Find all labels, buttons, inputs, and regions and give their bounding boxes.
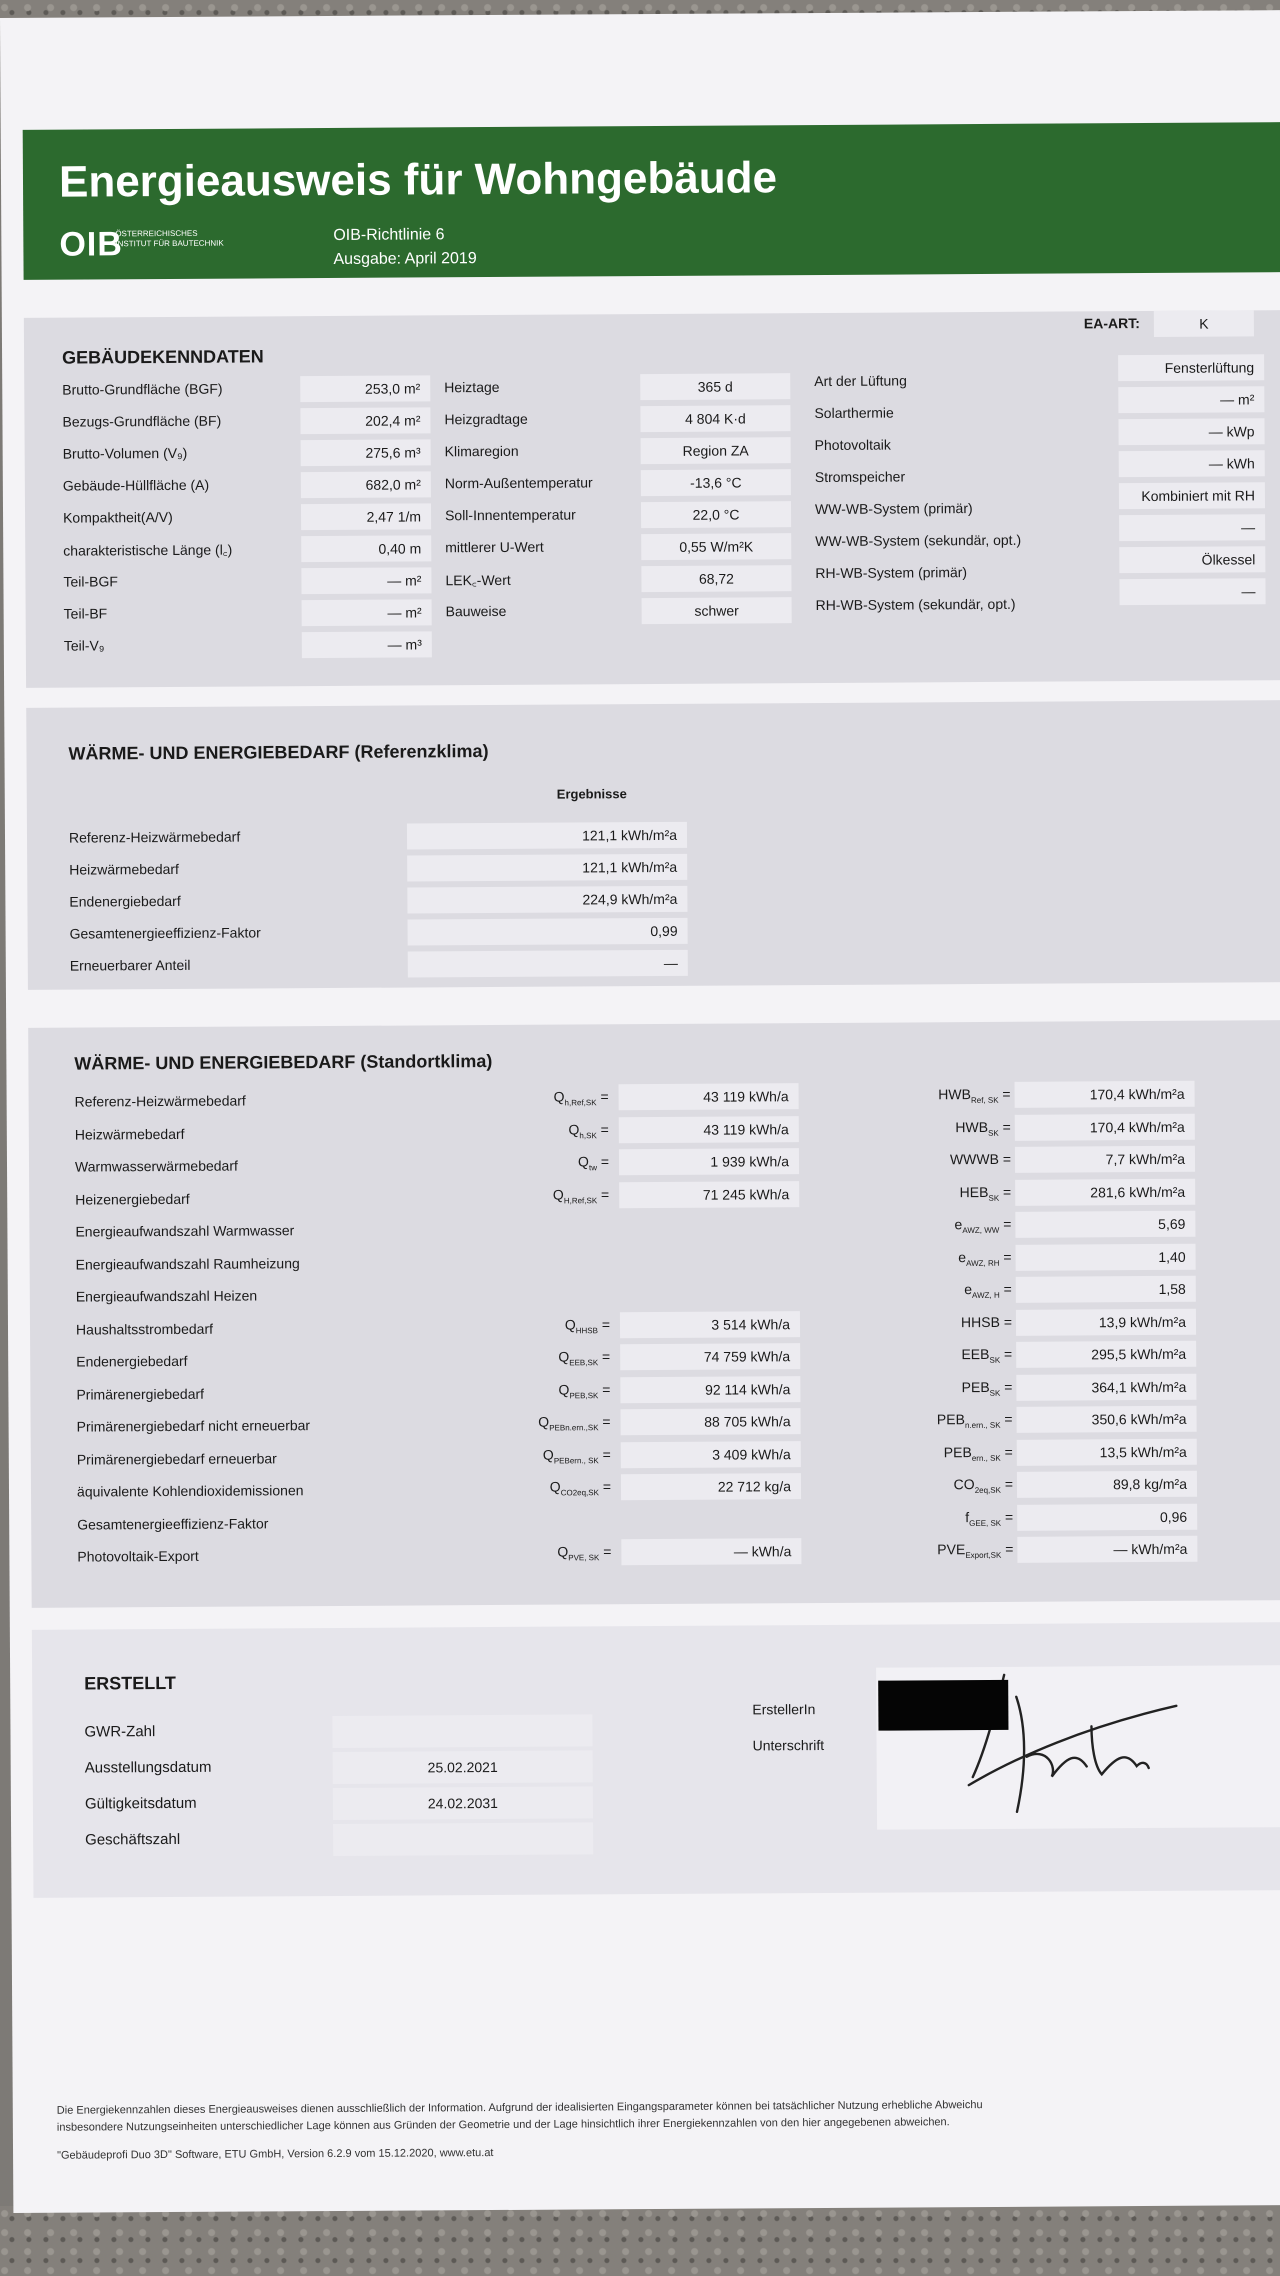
- site-row-symbol-specific-symbol: EEB: [961, 1345, 990, 1363]
- site-row-symbol-specific-subscript: GEE, SK: [969, 1518, 1002, 1528]
- site-row-value-total: 92 114 kWh/a: [620, 1376, 800, 1403]
- site-row-symbol-total: [411, 1413, 611, 1433]
- site-row-label: Primärenergiebedarf nicht erneuerbar: [76, 1417, 311, 1435]
- site-row-symbol-specific-equals: =: [999, 1248, 1012, 1265]
- reference-row-value: —: [408, 950, 688, 978]
- ea-art-value: K: [1154, 310, 1254, 337]
- system-attr-label: Photovoltaik: [814, 436, 891, 454]
- reference-row-value: 121,1 kWh/m²a: [407, 854, 687, 882]
- software-credit: "Gebäudeprofi Duo 3D" Software, ETU GmbH, Version 6.2.9 vom 15.12.2020, www.etu.at: [57, 2147, 494, 2162]
- site-row-symbol-specific: [831, 1411, 1013, 1431]
- site-row-symbol-specific: [831, 1541, 1013, 1561]
- site-row-symbol-specific-equals: =: [998, 1085, 1011, 1102]
- site-row-symbol-total-symbol: Q: [577, 1153, 589, 1170]
- disclaimer-note: [57, 2095, 1280, 2137]
- system-attr-label: WW-WB-System (primär): [814, 500, 973, 518]
- site-row-symbol-total-subscript: EEB,SK: [569, 1358, 599, 1368]
- site-row-label: Endenergiebedarf: [76, 1352, 188, 1370]
- site-row-symbol-specific: [829, 1086, 1011, 1106]
- building-attr-label: Teil-BF: [63, 605, 108, 622]
- site-row-symbol-specific-subscript: Ref, SK: [970, 1095, 999, 1105]
- issued-field-value: [333, 1822, 593, 1856]
- site-row-symbol-specific-equals: =: [999, 1313, 1013, 1330]
- building-attr-label: Gebäude-Hüllfläche (A): [62, 476, 210, 494]
- site-row-symbol-total-equals: =: [596, 1153, 610, 1170]
- site-row-label: Referenz-Heizwärmebedarf: [74, 1092, 246, 1110]
- site-row-symbol-total: [409, 1153, 609, 1173]
- results-header: Ergebnisse: [556, 786, 627, 802]
- site-row-symbol-specific-equals: =: [1001, 1540, 1014, 1557]
- site-row-symbol-specific-equals: =: [999, 1183, 1012, 1200]
- issued-field-value: [332, 1714, 592, 1748]
- site-row-symbol-specific: [831, 1508, 1013, 1528]
- site-row-value-specific: 13,9 kWh/m²a: [1016, 1308, 1196, 1335]
- site-row-label: Primärenergiebedarf: [76, 1385, 205, 1403]
- climate-attr-value: Region ZA: [641, 437, 791, 464]
- site-row-symbol-total-symbol: Q: [538, 1413, 550, 1430]
- climate-attr-value: schwer: [642, 597, 792, 624]
- site-row-symbol-specific-subscript: n.ern., SK: [964, 1420, 1001, 1430]
- climate-attr-label: Heiztage: [444, 378, 500, 396]
- system-attr-value: — m²: [1118, 386, 1264, 413]
- building-attr-label: Kompaktheit(A/V): [63, 508, 173, 526]
- site-row-symbol-specific-symbol: HHSB: [960, 1313, 1000, 1330]
- site-row-value-total: 71 245 kWh/a: [619, 1181, 799, 1208]
- site-row-symbol-total-equals: =: [599, 1543, 612, 1560]
- site-row-symbol-specific-symbol: CO: [953, 1476, 975, 1493]
- disclaimer-line-1: Die Energiekennzahlen dieses Energieausweises dienen ausschließlich der Information. Aufgrund der idealisierten Eingangsparameter können bei tatsächlicher Nutzung erhebliche Abweichu: [56, 2099, 983, 2117]
- site-row-value-total: 43 119 kWh/a: [619, 1116, 799, 1143]
- system-attr-value: —: [1119, 514, 1265, 541]
- site-row-value-specific: 281,6 kWh/m²a: [1015, 1178, 1195, 1205]
- climate-attr-label: Heizgradtage: [444, 410, 528, 428]
- site-row-symbol-total-subscript: PEB,SK: [569, 1390, 599, 1400]
- issued-field-label: GWR-Zahl: [84, 1723, 156, 1741]
- system-attr-label: Stromspeicher: [814, 468, 906, 486]
- issued-field-value: 24.02.2031: [333, 1786, 593, 1820]
- building-attr-value: 202,4 m²: [300, 407, 430, 434]
- site-row-symbol-total-equals: =: [598, 1380, 611, 1397]
- system-attr-value: — kWp: [1118, 418, 1264, 445]
- reference-row-label: Referenz-Heizwärmebedarf: [68, 828, 241, 846]
- climate-attr-label: Bauweise: [445, 602, 507, 620]
- site-row-value-total: 1 939 kWh/a: [619, 1148, 799, 1175]
- system-attr-value: —: [1119, 578, 1265, 605]
- site-row-symbol-specific-subscript: SK: [989, 1355, 1001, 1365]
- oib-logo: OIB: [59, 225, 123, 264]
- building-attr-value: 0,40 m: [301, 535, 431, 562]
- building-attr-label: charakteristische Länge (l꜀): [63, 541, 233, 559]
- reference-row-label: Endenergiebedarf: [69, 892, 181, 910]
- site-row-symbol-specific: [831, 1443, 1013, 1463]
- climate-attr-value: 68,72: [641, 565, 791, 592]
- site-row-value-specific: 89,8 kg/m²a: [1017, 1471, 1197, 1498]
- site-row-label: Haushaltsstrombedarf: [75, 1320, 214, 1338]
- site-row-symbol-total: [411, 1446, 611, 1466]
- site-row-value-specific: 7,7 kWh/m²a: [1015, 1146, 1195, 1173]
- redacted-creator: [878, 1680, 1008, 1731]
- site-row-symbol-specific-subscript: SK: [988, 1193, 1000, 1203]
- issued-field-label: Geschäftszahl: [85, 1830, 181, 1849]
- building-attr-value: 253,0 m²: [300, 375, 430, 402]
- site-row-label: Warmwasserwärmebedarf: [74, 1157, 238, 1175]
- guideline-info: [333, 223, 477, 272]
- site-row-symbol-total-symbol: Q: [564, 1316, 576, 1333]
- site-row-symbol-specific: [830, 1346, 1012, 1366]
- site-row-label: Photovoltaik-Export: [77, 1547, 199, 1565]
- certificate-sheet: [0, 10, 1280, 2213]
- site-row-symbol-specific-symbol: WWWB: [949, 1150, 999, 1168]
- creator-label: ErstellerIn: [752, 1701, 816, 1718]
- site-row-symbol-specific-symbol: HWB: [938, 1086, 971, 1103]
- climate-attr-label: Norm-Außentemperatur: [444, 474, 593, 492]
- site-row-symbol-total: [411, 1543, 611, 1563]
- site-row-symbol-specific-subscript: SK: [988, 1128, 999, 1138]
- guideline-name: OIB-Richtlinie 6: [333, 226, 445, 244]
- site-row-symbol-total-symbol: Q: [542, 1446, 554, 1463]
- site-row-value-total: 88 705 kWh/a: [621, 1408, 801, 1435]
- site-row-symbol-total-symbol: Q: [568, 1120, 580, 1138]
- site-row-symbol-specific-symbol: PEB: [943, 1443, 972, 1460]
- system-attr-value: Fensterlüftung: [1118, 354, 1264, 381]
- site-row-symbol-specific: [830, 1313, 1012, 1333]
- site-row-symbol-specific: [831, 1476, 1013, 1496]
- site-row-symbol-specific-symbol: f: [965, 1508, 970, 1525]
- system-attr-value: Ölkessel: [1119, 546, 1265, 573]
- system-attr-label: Art der Lüftung: [814, 372, 907, 390]
- site-row-symbol-total-symbol: Q: [552, 1186, 564, 1203]
- issued-title: ERSTELLT: [84, 1672, 176, 1694]
- site-row-symbol-total: [411, 1478, 611, 1498]
- site-row-symbol-total: [410, 1348, 610, 1368]
- site-row-value-total: 43 119 kWh/a: [619, 1083, 799, 1110]
- site-row-value-total: — kWh/a: [621, 1538, 801, 1565]
- site-row-symbol-total-subscript: tw: [588, 1163, 597, 1173]
- site-row-value-specific: 0,96: [1017, 1503, 1197, 1530]
- site-row-symbol-total-subscript: PVE, SK: [568, 1553, 600, 1563]
- building-data-title: GEBÄUDEKENNDATEN: [62, 346, 264, 368]
- system-attr-value: — kWh: [1119, 450, 1265, 477]
- building-attr-value: 275,6 m³: [301, 439, 431, 466]
- site-row-symbol-total-equals: =: [598, 1413, 611, 1430]
- site-row-symbol-total-subscript: H,Ref,SK: [563, 1195, 598, 1205]
- site-row-symbol-total-equals: =: [597, 1315, 611, 1332]
- climate-attr-label: mittlerer U-Wert: [445, 538, 544, 556]
- building-attr-value: 682,0 m²: [301, 471, 431, 498]
- building-attr-label: Teil-BGF: [63, 573, 118, 590]
- site-row-symbol-specific-symbol: e: [964, 1281, 973, 1298]
- site-row-symbol-specific-symbol: PEB: [961, 1378, 990, 1395]
- climate-attr-value: -13,6 °C: [641, 469, 791, 496]
- guideline-edition: Ausgabe: April 2019: [333, 250, 477, 268]
- reference-row-value: 224,9 kWh/m²a: [407, 886, 687, 914]
- site-row-label: äquivalente Kohlendioxidemissionen: [76, 1482, 304, 1500]
- site-row-value-specific: 13,5 kWh/m²a: [1017, 1438, 1197, 1465]
- certificate-header: [23, 122, 1280, 280]
- site-row-symbol-total: [410, 1381, 610, 1401]
- site-row-symbol-total: [409, 1186, 609, 1206]
- issued-field-value: 25.02.2021: [333, 1750, 593, 1784]
- issued-field-label: Ausstellungsdatum: [84, 1758, 212, 1777]
- site-row-label: Heizenergiebedarf: [75, 1190, 190, 1208]
- site-row-value-specific: 1,58: [1016, 1276, 1196, 1303]
- site-row-symbol-total-symbol: Q: [557, 1543, 569, 1560]
- site-row-symbol-total-symbol: Q: [549, 1478, 561, 1495]
- site-row-symbol-specific-symbol: e: [954, 1216, 963, 1233]
- site-row-symbol-specific-symbol: HWB: [955, 1118, 989, 1135]
- building-attr-label: Teil-V₉: [63, 637, 105, 654]
- site-row-label: Gesamtenergieeffizienz-Faktor: [77, 1514, 269, 1533]
- site-row-symbol-specific-equals: =: [998, 1150, 1012, 1167]
- site-row-symbol-specific-subscript: SK: [989, 1388, 1001, 1398]
- site-row-symbol-specific: [829, 1151, 1011, 1171]
- climate-attr-label: Soll-Innentemperatur: [444, 506, 576, 524]
- building-attr-value: — m³: [302, 631, 432, 658]
- site-row-symbol-specific: [830, 1281, 1012, 1301]
- climate-attr-label: Klimaregion: [444, 442, 519, 460]
- site-row-symbol-total-equals: =: [598, 1348, 611, 1365]
- site-row-symbol-specific-equals: =: [1000, 1378, 1013, 1395]
- site-row-value-total: 74 759 kWh/a: [620, 1343, 800, 1370]
- site-row-value-total: 3 514 kWh/a: [620, 1311, 800, 1338]
- climate-attr-value: 22,0 °C: [641, 501, 791, 528]
- building-data-panel: [24, 310, 1280, 688]
- reference-row-value: 0,99: [408, 918, 688, 946]
- site-row-symbol-specific: [829, 1118, 1011, 1138]
- site-row-symbol-specific-subscript: AWZ, WW: [962, 1225, 1000, 1235]
- site-row-symbol-total-equals: =: [597, 1185, 610, 1202]
- signature-label: Unterschrift: [752, 1736, 825, 1754]
- site-row-symbol-specific-symbol: HEB: [959, 1183, 989, 1200]
- site-row-symbol-total-subscript: PEBn.ern.,SK: [549, 1423, 599, 1433]
- site-row-symbol-specific-equals: =: [998, 1118, 1011, 1135]
- ea-art-label: EA-ART:: [1083, 315, 1140, 332]
- site-row-symbol-specific-subscript: ern., SK: [971, 1453, 1001, 1463]
- site-row-symbol-specific: [829, 1216, 1011, 1236]
- site-row-symbol-total-subscript: h,SK: [579, 1130, 597, 1140]
- site-row-symbol-total-subscript: HHSB: [575, 1325, 598, 1335]
- site-row-symbol-total-symbol: Q: [558, 1348, 570, 1365]
- site-row-symbol-total-symbol: Q: [558, 1381, 570, 1398]
- site-row-value-specific: 5,69: [1015, 1211, 1195, 1238]
- site-row-symbol-specific-subscript: AWZ, H: [972, 1290, 1000, 1300]
- system-attr-label: RH-WB-System (primär): [815, 564, 968, 582]
- site-row-symbol-specific-symbol: PVE: [937, 1541, 966, 1558]
- reference-row-value: 121,1 kWh/m²a: [407, 822, 687, 850]
- site-row-value-specific: 295,5 kWh/m²a: [1016, 1341, 1196, 1368]
- site-row-symbol-specific-subscript: Export,SK: [965, 1550, 1002, 1560]
- building-attr-label: Brutto-Volumen (V₉): [62, 444, 188, 462]
- system-attr-value: Kombiniert mit RH: [1119, 482, 1265, 509]
- building-attr-label: Brutto-Grundfläche (BGF): [62, 380, 223, 398]
- site-climate-title: WÄRME- UND ENERGIEBEDARF (Standortklima): [74, 1051, 493, 1074]
- site-row-symbol-specific-equals: =: [999, 1215, 1012, 1232]
- site-row-symbol-specific: [830, 1248, 1012, 1268]
- system-attr-label: WW-WB-System (sekundär, opt.): [815, 531, 1022, 550]
- climate-attr-value: 0,55 W/m²K: [641, 533, 791, 560]
- site-row-label: Primärenergiebedarf erneuerbar: [76, 1449, 277, 1468]
- site-row-symbol-specific-subscript: AWZ, RH: [966, 1258, 1000, 1268]
- document-title: Energieausweis für Wohngebäude: [58, 153, 778, 207]
- site-row-symbol-total: [410, 1316, 610, 1336]
- site-row-symbol-specific-equals: =: [1000, 1345, 1013, 1362]
- climate-attr-label: LEK꜀-Wert: [445, 571, 511, 589]
- site-row-symbol-total-equals: =: [598, 1478, 612, 1495]
- site-row-symbol-total-equals: =: [596, 1088, 609, 1105]
- building-attr-value: — m²: [301, 567, 431, 594]
- site-row-symbol-total-equals: =: [596, 1120, 609, 1137]
- site-row-symbol-specific-symbol: PEB: [936, 1411, 965, 1428]
- site-row-value-specific: 1,40: [1016, 1243, 1196, 1270]
- site-row-symbol-specific: [829, 1183, 1011, 1203]
- site-row-symbol-specific-equals: =: [1000, 1475, 1014, 1492]
- site-row-label: Energieaufwandszahl Warmwasser: [75, 1222, 295, 1240]
- site-row-label: Energieaufwandszahl Heizen: [75, 1287, 258, 1305]
- site-row-symbol-total-subscript: h,Ref,SK: [564, 1098, 597, 1108]
- site-row-symbol-specific-equals: =: [1000, 1410, 1013, 1427]
- site-row-value-specific: 170,4 kWh/m²a: [1015, 1113, 1195, 1140]
- site-row-symbol-specific-equals: =: [1000, 1443, 1013, 1460]
- system-attr-label: RH-WB-System (sekundär, opt.): [815, 595, 1016, 614]
- building-attr-label: Bezugs-Grundfläche (BF): [62, 412, 222, 430]
- disclaimer-line-2: insbesondere Nutzungseinheiten unterschiedlicher Lage können aus Gründen der Geometrie und der Lage hinsichtlich ihrer Energiekennzahlen von den hier angegebenen abweichen.: [56, 2116, 950, 2134]
- logo-sub-line-2: INSTITUT FÜR BAUTECHNIK: [115, 238, 224, 249]
- site-row-symbol-total-equals: =: [598, 1445, 611, 1462]
- site-row-label: Heizwärmebedarf: [74, 1125, 185, 1143]
- oib-logo-subtitle: [115, 229, 223, 250]
- reference-row-label: Heizwärmebedarf: [69, 860, 179, 878]
- site-row-symbol-total: [409, 1121, 609, 1141]
- building-attr-value: — m²: [302, 599, 432, 626]
- site-row-value-total: 3 409 kWh/a: [621, 1441, 801, 1468]
- site-row-symbol-total-subscript: CO2eq,SK: [560, 1488, 599, 1498]
- site-row-symbol-specific-equals: =: [1001, 1508, 1014, 1525]
- site-row-symbol-total-subscript: PEBern., SK: [553, 1455, 599, 1465]
- reference-row-label: Gesamtenergieeffizienz-Faktor: [69, 924, 261, 942]
- site-row-value-total: 22 712 kg/a: [621, 1473, 801, 1500]
- system-attr-label: Solarthermie: [814, 404, 894, 422]
- site-row-symbol-specific: [830, 1378, 1012, 1398]
- climate-attr-value: 365 d: [640, 373, 790, 400]
- reference-climate-title: WÄRME- UND ENERGIEBEDARF (Referenzklima): [68, 741, 489, 764]
- site-row-label: Energieaufwandszahl Raumheizung: [75, 1254, 300, 1273]
- logo-sub-line-1: ÖSTERREICHISCHES: [115, 228, 198, 239]
- issued-field-label: Gültigkeitsdatum: [84, 1794, 197, 1813]
- reference-row-label: Erneuerbarer Anteil: [69, 956, 191, 974]
- site-row-symbol-specific-subscript: 2eq,SK: [974, 1485, 1001, 1495]
- site-row-value-specific: 364,1 kWh/m²a: [1016, 1373, 1196, 1400]
- site-row-symbol-specific-symbol: e: [958, 1248, 967, 1265]
- site-row-value-specific: — kWh/m²a: [1017, 1536, 1197, 1563]
- site-row-symbol-specific-equals: =: [999, 1280, 1012, 1297]
- building-attr-value: 2,47 1/m: [301, 503, 431, 530]
- climate-attr-value: 4 804 K·d: [640, 405, 790, 432]
- background-countertop-bottom: [0, 2206, 1280, 2276]
- site-climate-panel: [28, 1020, 1280, 1608]
- site-row-symbol-total: [409, 1088, 609, 1108]
- reference-climate-panel: [26, 700, 1280, 990]
- site-row-symbol-total-symbol: Q: [553, 1088, 565, 1105]
- site-row-value-specific: 170,4 kWh/m²a: [1015, 1081, 1195, 1108]
- site-row-value-specific: 350,6 kWh/m²a: [1017, 1406, 1197, 1433]
